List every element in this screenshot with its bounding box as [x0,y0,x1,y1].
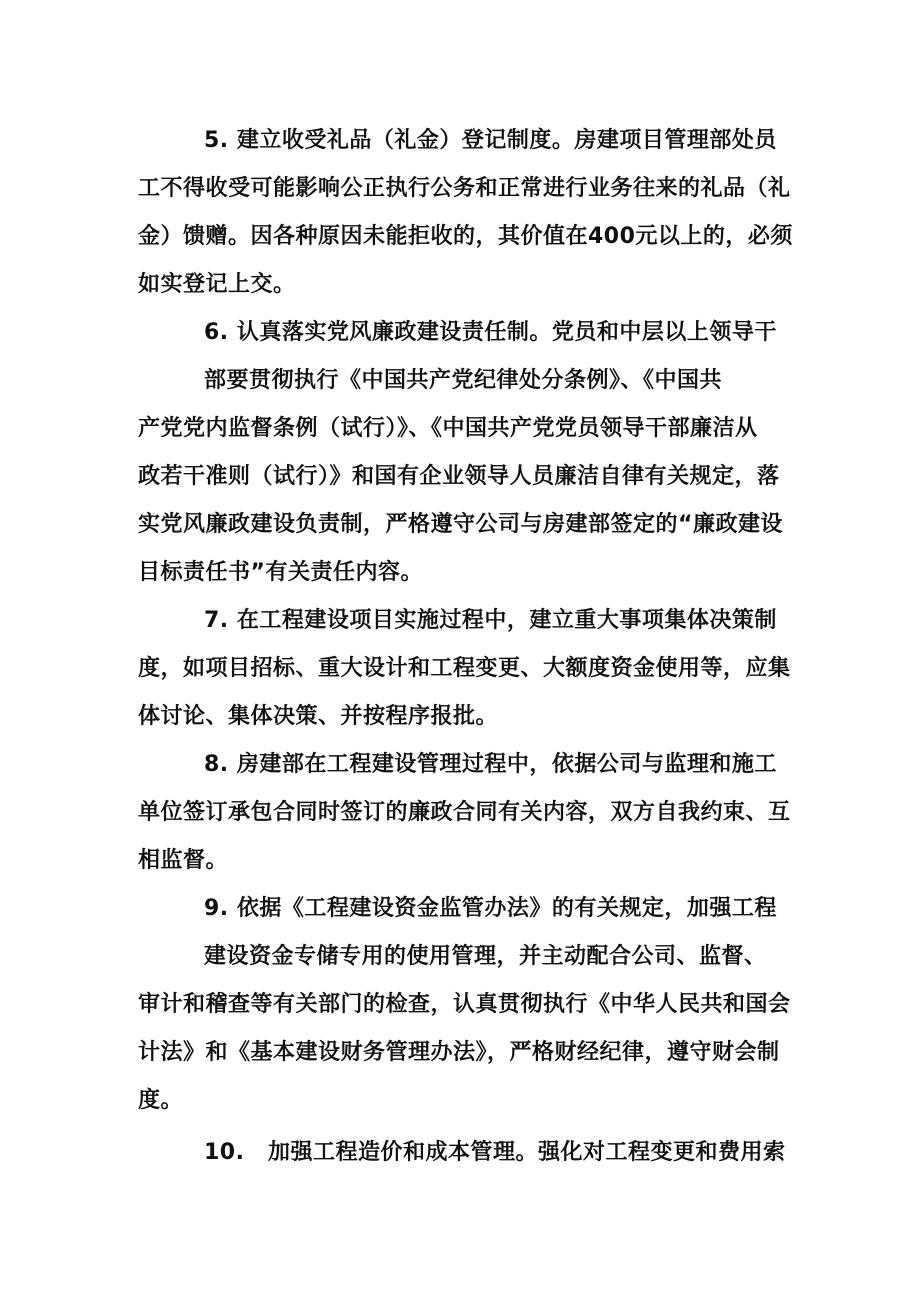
paragraph-6-line-5: 实党风廉政建设负责制，严格遵守公司与房建部签定的“廉政建设 [138,512,783,537]
paragraph-8-line-2: 单位签订承包合同时签订的廉政合同有关内容，双方自我约束、互 [138,800,791,825]
paragraph-6-line-4: 政若干准则（试行）》和国有企业领导人员廉洁自律有关规定，落 [138,464,780,489]
paragraph-10-number: 10. [204,1140,245,1165]
paragraph-8-line-3: 相监督。 [138,848,229,873]
paragraph-7-line-1: 7. 在工程建设项目实施过程中，建立重大事项集体决策制 [204,608,777,633]
paragraph-7-line-3: 体讨论、集体决策、并按程序报批。 [138,704,499,729]
paragraph-5-line-2: 工不得收受可能影响公正执行公务和正常进行业务往来的礼品（礼 [138,176,791,201]
paragraph-9-line-5: 度。 [138,1088,184,1113]
paragraph-6-line-3: 产党党内监督条例（试行）》、《中国共产党党员领导干部廉洁从 [138,416,758,441]
paragraph-10-line-1: 加强工程造价和成本管理。强化对工程变更和费用索 [268,1140,786,1165]
paragraph-5-line-3: 金）馈赠。因各种原因未能拒收的，其价值在400元以上的，必须 [138,224,793,249]
paragraph-9-line-3: 审计和稽查等有关部门的检查，认真贯彻执行《中华人民共和国会 [138,992,791,1017]
paragraph-9-line-4: 计法》和《基本建设财务管理办法》，严格财经纪律，遵守财会制 [138,1040,780,1065]
paragraph-9-line-2: 建设资金专储专用的使用管理，并主动配合公司、监督、 [204,944,767,969]
paragraph-6-line-6: 目标责任书”有关责任内容。 [138,560,423,585]
paragraph-8-line-1: 8. 房建部在工程建设管理过程中，依据公司与监理和施工 [204,752,777,777]
paragraph-7-line-2: 度，如项目招标、重大设计和工程变更、大额度资金使用等，应集 [138,656,791,681]
paragraph-6-line-1: 6. 认真落实党风廉政建设责任制。党员和中层以上领导干 [204,320,777,345]
paragraph-5-line-1: 5. 建立收受礼品（礼金）登记制度。房建项目管理部处员 [204,128,777,153]
paragraph-6-line-2: 部要贯彻执行《中国共产党纪律处分条例》、《中国共 [204,368,723,393]
paragraph-9-line-1: 9. 依据《工程建设资金监管办法》的有关规定，加强工程 [204,896,777,921]
paragraph-5-line-4: 如实登记上交。 [138,272,296,297]
